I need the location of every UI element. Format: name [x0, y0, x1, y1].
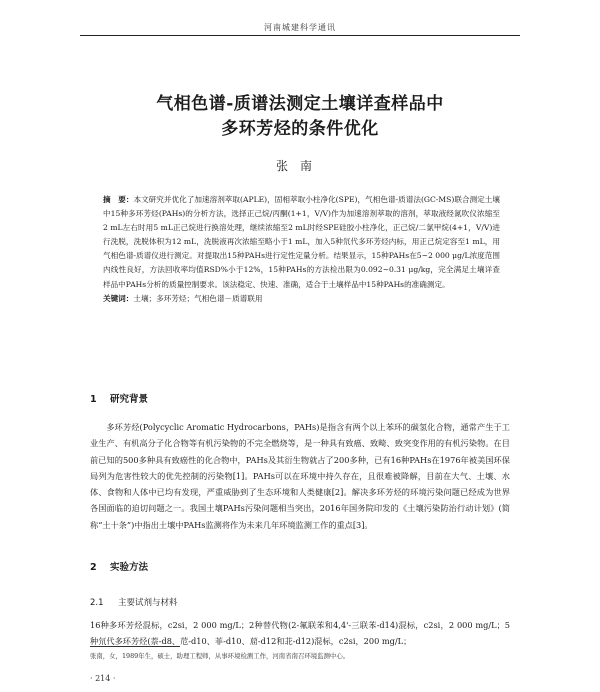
- keywords-line: [103, 292, 500, 306]
- title-line-1: 气相色谱-质谱法测定土壤详查样品中: [156, 94, 444, 114]
- abstract-label: 摘 要：: [103, 195, 134, 204]
- footnote-divider: [90, 646, 180, 647]
- subsection-2-1-heading: [90, 596, 178, 608]
- author-name: 张南: [275, 159, 324, 173]
- keywords-label: 关键词：: [103, 293, 134, 303]
- author-footnote: 张南，女，1989年生，硕士，助理工程师，从事环境检测工作，河南省南召环境监测中心。: [90, 652, 350, 660]
- abstract-text: 本文研究并优化了加速溶剂萃取(APLE)，固相萃取小柱净化(SPE)，气相色谱-质谱法(GC-MS)联合测定土壤中15种多环芳烃(PAHs)的分析方法，选择正己烷/丙酮(1+1，V/V)作为加速溶剂萃取的溶剂，萃取液经氮吹仪浓缩至2 mL左右时用5 mL正己烷进行换溶处理，继续浓缩至2 mL时经SPE硅胶小柱净化，正己烷/二氯甲烷(4+1，V/V)进行洗脱，洗脱体积为12 mL，洗脱液再次浓缩至略小于1 mL，加入5种氘代多环芳烃内标，用正己烷定容至1 mL，用气相色谱-质谱仪进行测定。对提取出15种PAHs进行定性定量分析。结果显示，15种PAHs在5~2 000 μg/L浓度范围内线性良好，方法回收率均值RSD%小于12%，15种PAHs的方法检出限为0.092~0.31 μg/kg，完全满足土壤详查样品中PAHs分析的质量控制要求。该法稳定、快速、准确，适合于土壤样品中15种PAHs的准确测定。: [103, 195, 500, 289]
- subsection-2-1-title: 主要试剂与材料: [118, 598, 178, 608]
- abstract-block: [103, 193, 500, 306]
- section-2-number: 2: [90, 562, 97, 573]
- header-divider: [80, 35, 520, 36]
- article-title: [0, 92, 600, 142]
- section-1-title: 研究背景: [110, 394, 149, 405]
- section-1-number: 1: [90, 394, 97, 405]
- page-number: · 214 ·: [90, 674, 116, 683]
- keywords-text: 土壤；多环芳烃；气相色谱－质谱联用: [133, 293, 263, 303]
- section-1-heading: [90, 391, 148, 405]
- section-1-paragraph: 多环芳烃(Polycyclic Aromatic Hydrocarbons，PAHs)是指含有两个以上苯环的碳氢化合物，通常产生于工业生产、有机高分子化合物等有机污染物的不完全燃烧等，是一种具有致癌、致畸、致突变作用的有机污染物。在目前已知的500多种具有致癌性的化合物中，PAHs及其衍生物就占了200多种，已有16种PAHs在1976年被美国环保局列为危害性较大的优先控制的污染物[1]。PAHs可以在环境中持久存在，且很难被降解，目前在大气、土壤、水体、食物和人体中已均有发现，严重威胁到了生态环境和人类健康[2]。解决多环芳烃的环境污染问题已经成为世界各国面临的迫切问题之一。我国土壤PAHs污染问题相当突出，2016年国务院印发的《土壤污染防治行动计划》(简称“土十条”)中指出土壤中PAHs监测将作为未来几年环境监测工作的重点[3]。: [90, 422, 510, 530]
- subsection-2-1-number: 2.1: [90, 598, 104, 608]
- section-2-paragraph: 16种多环芳烃混标，c2si，2 000 mg/L；2种替代物(2-氟联苯和4,4'-三联苯-d14)混标，c2si，2 000 mg/L；5种氘代多环芳烃(萘-d8、苊-d10、菲-d10、䓛-d12和苝-d12)混标，c2si，200 mg/L；: [90, 620, 510, 647]
- section-2-heading: [90, 559, 148, 573]
- running-header: 河南城建科学通讯: [264, 23, 336, 32]
- section-2-title: 实验方法: [110, 562, 149, 573]
- title-line-2: 多环芳烃的条件优化: [221, 119, 379, 139]
